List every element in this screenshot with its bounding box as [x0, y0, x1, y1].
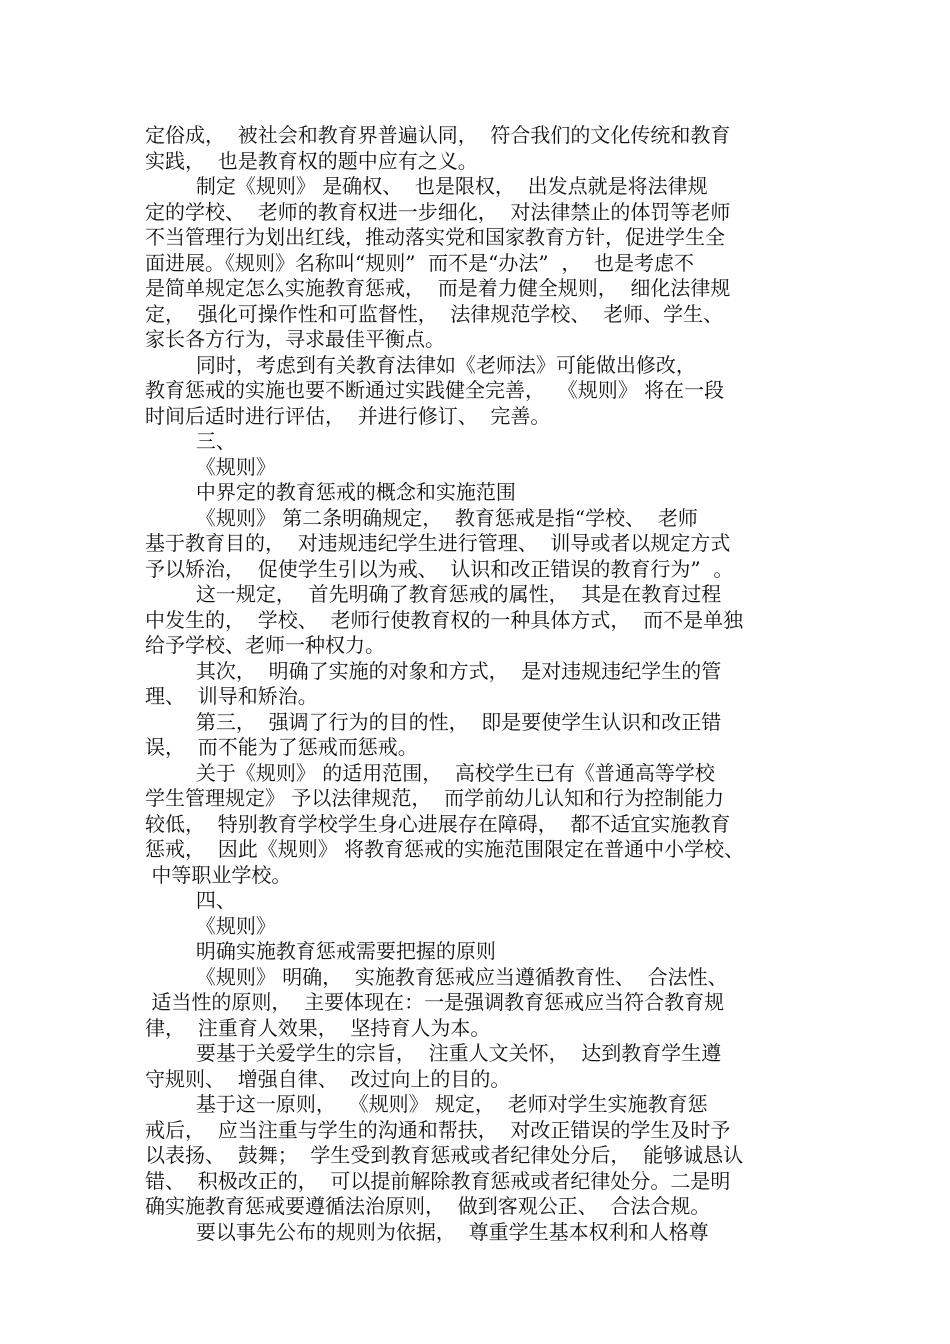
text-line: 学生管理规定》 予以法律规范， 而学前幼儿认知和行为控制能力 [145, 786, 725, 810]
text-line: 律， 注重育人效果， 坚持育人为本。 [145, 1015, 491, 1040]
section-heading: 《规则》 [145, 913, 276, 938]
text-line: 家长各方行为，寻求最佳平衡点。 [145, 327, 445, 351]
text-line: 定的学校、 老师的教育权进一步细化， 对法律禁止的体罚等老师 [145, 199, 731, 224]
text-line: 《规则》 第二条明确规定， 教育惩戒是指“学校、 老师 [145, 505, 698, 530]
text-line: 较低， 特别教育学校学生身心进展存在障碍， 都不适宜实施教育 [145, 811, 731, 836]
text-line: 要基于关爱学生的宗旨， 注重人文关怀， 达到教育学生遵 [145, 1041, 722, 1065]
text-line: 适当性的原则， 主要体现在：一是强调教育惩戒应当符合教育规 [145, 990, 725, 1014]
text-line: 第三， 强调了行为的目的性， 即是要使学生认识和改正错 [145, 709, 722, 734]
text-line: 时间后适时进行评估， 并进行修订、 完善。 [145, 403, 551, 428]
section-number: 四、 [145, 888, 236, 912]
text-line: 惩戒， 因此《规则》 将教育惩戒的实施范围限定在普通中小学校、 [145, 837, 745, 861]
text-line: 要以事先公布的规则为依据， 尊重学生基本权利和人格尊 [145, 1219, 709, 1244]
text-line: 这一规定， 首先明确了教育惩戒的属性， 其是在教育过程 [145, 582, 722, 606]
section-heading: 《规则》 [145, 454, 276, 479]
text-line: 基于教育目的， 对违规违纪学生进行管理、 训导或者以规定方式 [145, 531, 731, 555]
text-line: 基于这一原则， 《规则》 规定， 老师对学生实施教育惩 [145, 1092, 708, 1116]
body-text [145, 123, 835, 1245]
text-line: 以表扬、 鼓舞； 学生受到教育惩戒或者纪律处分后， 能够诚恳认 [145, 1143, 744, 1167]
text-line: 予以矫治， 促使学生引以为戒、 认识和改正错误的教育行为” 。 [145, 556, 734, 581]
section-number: 三、 [145, 429, 236, 453]
text-line: 定， 强化可操作性和可监督性， 法律规范学校、 老师、学生、 [145, 301, 724, 326]
text-line: 实践， 也是教育权的题中应有之义。 [145, 148, 478, 173]
text-line: 《规则》 明确， 实施教育惩戒应当遵循教育性、 合法性、 [145, 964, 728, 989]
text-line: 同时，考虑到有关教育法律如《老师法》可能做出修改， [145, 352, 696, 377]
text-line: 戒后， 应当注重与学生的沟通和帮扶， 对改正错误的学生及时予 [145, 1117, 731, 1142]
text-line: 教育惩戒的实施也要不断通过实践健全完善， 《规则》 将在一段 [145, 378, 725, 402]
text-line: 误， 而不能为了惩戒而惩戒。 [145, 735, 418, 759]
text-line: 关于《规则》 的适用范围， 高校学生已有《普通高等学校 [145, 760, 715, 785]
text-line: 给予学校、老师一种权力。 [145, 633, 385, 657]
text-line: 制定《规则》 是确权、 也是限权， 出发点就是将法律规 [145, 174, 708, 198]
text-line: 其次， 明确了实施的对象和方式， 是对违规违纪学生的管 [145, 658, 722, 683]
text-line: 中发生的， 学校、 老师行使教育权的一种具体方式， 而不是单独 [145, 607, 744, 632]
text-line: 错、 积极改正的， 可以提前解除教育惩戒或者纪律处分。二是明 [145, 1168, 731, 1193]
section-heading: 中界定的教育惩戒的概念和实施范围 [145, 480, 516, 504]
section-heading: 明确实施教育惩戒需要把握的原则 [145, 939, 496, 963]
text-line: 不当管理行为划出红线，推动落实党和国家教育方针，促进学生全 [145, 225, 725, 249]
text-line: 守规则、 增强自律、 改过向上的目的。 [145, 1066, 511, 1091]
text-line: 理、 训导和矫治。 [145, 684, 318, 708]
text-line: 面进展。《规则》名称叫“规则” 而不是“办法” ， 也是考虑不 [145, 250, 695, 275]
text-line: 是简单规定怎么实施教育惩戒， 而是着力健全规则， 细化法律规 [145, 276, 731, 300]
text-line: 中等职业学校。 [145, 862, 292, 887]
text-line: 定俗成， 被社会和教育界普遍认同， 符合我们的文化传统和教育 [145, 123, 731, 147]
text-line: 确实施教育惩戒要遵循法治原则， 做到客观公正、 合法合规。 [145, 1194, 711, 1218]
